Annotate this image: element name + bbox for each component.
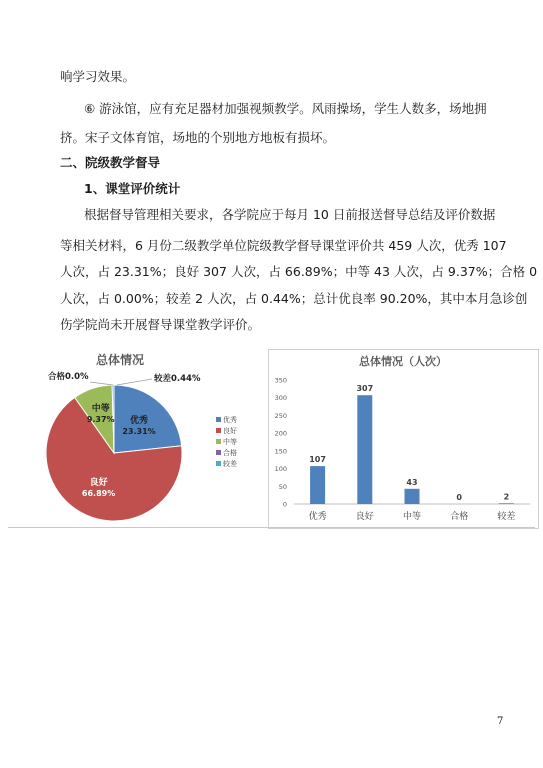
bar-value-label: 43 [406, 477, 418, 487]
bar-5 [499, 503, 514, 504]
paragraph-line: 等相关材料，6 月份二级教学单位院级教学督导课堂评价共 459 人次，优秀 107 [60, 238, 507, 253]
legend-label: 良好 [223, 427, 237, 435]
legend-swatch [216, 450, 221, 455]
paragraph-line: 根据督导管理相关要求，各学院应于每月 10 日前报送督导总结及评价数据 [84, 207, 496, 222]
y-tick-label: 200 [274, 429, 287, 438]
y-tick-label: 300 [274, 394, 287, 403]
bar-value-label: 0 [456, 493, 462, 502]
bar-1 [310, 466, 325, 504]
paragraph-line: 挤。宋子文体育馆，场地的个别地方地板有损坏。 [60, 130, 336, 145]
y-tick-label: 50 [278, 482, 287, 491]
pie-title: 总体情况 [95, 353, 145, 367]
pie-label-name: 良好 [89, 478, 108, 489]
legend-label: 中等 [223, 438, 237, 446]
bar-value-label: 307 [356, 384, 374, 394]
pie-label-name: 较差0.44% [154, 374, 201, 384]
pie-leader-line [117, 379, 152, 385]
x-tick-label: 中等 [402, 512, 422, 522]
legend-swatch [216, 439, 221, 444]
bar-3 [405, 489, 420, 504]
x-tick-label: 合格 [450, 512, 469, 522]
bar-2 [357, 395, 372, 504]
paragraph-line: 响学习效果。 [60, 69, 136, 84]
legend-label: 合格 [223, 449, 237, 457]
legend-swatch [216, 428, 221, 433]
legend-label: 优秀 [223, 416, 237, 424]
pie-label-value: 66.89% [81, 489, 116, 499]
bar-value-label: 107 [309, 455, 326, 465]
pie-chart [46, 351, 261, 523]
x-tick-label: 优秀 [308, 512, 327, 522]
pie-label-value: 23.31% [122, 427, 156, 437]
divider [8, 527, 535, 528]
pie-leader-line [90, 382, 113, 385]
page-number: 7 [497, 716, 504, 727]
paragraph-line: 伤学院尚未开展督导课堂教学评价。 [60, 317, 261, 332]
pie-label-name: 中等 [91, 404, 110, 414]
pie-label-name: 合格0.0% [48, 372, 89, 382]
paragraph-line: 人次，占 0.00%；较差 2 人次，占 0.44%；总计优良率 90.20%，其中本月急诊创 [60, 291, 528, 306]
paragraph-line: ⑥ 游泳馆，应有充足器材加强视频教学。风雨操场，学生人数多，场地拥 [84, 101, 487, 116]
y-tick-label: 350 [274, 376, 287, 385]
y-tick-label: 0 [282, 500, 287, 509]
pie-label-name: 优秀 [129, 416, 149, 427]
section-heading: 二、院级教学督导 [60, 155, 161, 170]
y-tick-label: 150 [274, 447, 287, 456]
paragraph-line: 人次，占 23.31%；良好 307 人次，占 66.89%；中等 43 人次，占 9.37%；合格 0 [60, 264, 538, 279]
pie-label-value: 9.37% [86, 415, 115, 424]
bar-chart [268, 349, 539, 529]
y-tick-label: 100 [274, 465, 287, 474]
subsection-heading: 1、课堂评价统计 [84, 181, 181, 196]
bar-chart-frame [269, 350, 539, 529]
legend-swatch [216, 461, 221, 466]
x-tick-label: 较差 [497, 512, 516, 522]
bar-value-label: 2 [503, 492, 510, 502]
legend-swatch [216, 417, 221, 422]
legend-label: 较差 [223, 460, 237, 468]
x-tick-label: 良好 [355, 512, 374, 522]
bar-title: 总体情况（人次） [359, 355, 447, 368]
y-tick-label: 250 [274, 411, 287, 420]
